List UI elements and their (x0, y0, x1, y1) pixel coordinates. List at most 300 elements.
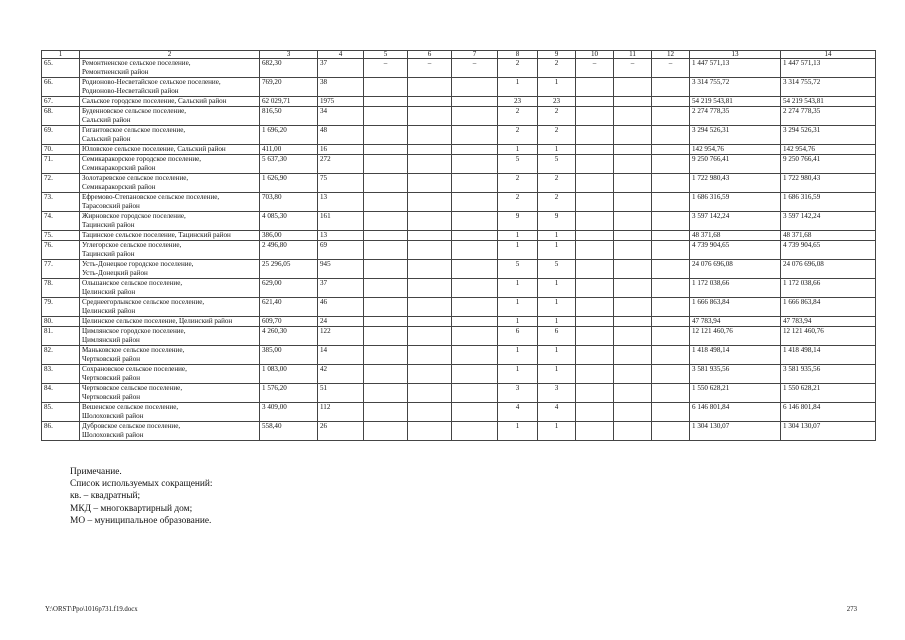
col11-cell (614, 97, 652, 107)
col10-cell (576, 212, 614, 231)
col8-cell: 3 (498, 384, 538, 403)
settlement-name-cell (80, 212, 260, 231)
total-cell: 1 172 038,66 (781, 279, 876, 298)
col12-cell (652, 155, 690, 174)
row-number-cell: 76. (42, 241, 80, 260)
area-cell: 1 576,20 (260, 384, 318, 403)
col5-cell (364, 260, 408, 279)
header-cell: 8 (498, 51, 538, 59)
row-number-cell: 72. (42, 174, 80, 193)
col8-cell: 1 (498, 241, 538, 260)
cost-cell: 1 550 628,21 (690, 384, 781, 403)
settlement-name-line: Шолоховский район (82, 431, 144, 439)
col7-cell (452, 155, 498, 174)
cost-cell: 12 121 460,76 (690, 327, 781, 346)
col7-cell (452, 231, 498, 241)
total-cell: 9 250 766,41 (781, 155, 876, 174)
settlement-name-line: Чертковский район (82, 355, 141, 363)
residents-cell: 122 (318, 327, 364, 346)
settlement-name-line: Цимлянское городское поселение, (82, 327, 186, 335)
row-number-cell: 68. (42, 107, 80, 126)
col11-cell (614, 298, 652, 317)
settlement-name-line: Родионово-Несветайский район (82, 87, 179, 95)
col10-cell (576, 174, 614, 193)
cost-cell: 2 274 778,35 (690, 107, 781, 126)
settlement-name-cell (80, 78, 260, 97)
row-number-cell: 70. (42, 145, 80, 155)
settlement-name-cell (80, 260, 260, 279)
header-cell: 5 (364, 51, 408, 59)
col5-cell (364, 317, 408, 327)
col7-cell (452, 174, 498, 193)
col10-cell (576, 403, 614, 422)
cost-cell: 142 954,76 (690, 145, 781, 155)
settlement-name-line: Семикаракорский район (82, 164, 156, 172)
col9-cell: 1 (538, 78, 576, 97)
header-cell: 9 (538, 51, 576, 59)
col5-cell (364, 327, 408, 346)
col5-cell (364, 298, 408, 317)
col6-cell (408, 298, 452, 317)
settlement-name-line: Вешенское сельское поселение, (82, 403, 179, 411)
settlement-name-cell (80, 298, 260, 317)
total-cell: 1 304 130,07 (781, 422, 876, 441)
settlement-name-cell (80, 403, 260, 422)
col5-cell (364, 231, 408, 241)
settlement-name-line: Золотаревское сельское поселение, (82, 174, 189, 182)
col10-cell (576, 97, 614, 107)
col7-cell (452, 346, 498, 365)
col6-cell (408, 126, 452, 145)
col9-cell: 2 (538, 126, 576, 145)
col11-cell (614, 155, 652, 174)
residents-cell: 13 (318, 193, 364, 212)
col5-cell (364, 384, 408, 403)
col11-cell (614, 346, 652, 365)
total-cell: 47 783,94 (781, 317, 876, 327)
col11-cell (614, 193, 652, 212)
col12-cell (652, 365, 690, 384)
col12-cell (652, 231, 690, 241)
settlement-name-line: Усть-Донецкое городское поселение, (82, 260, 194, 268)
col11-cell (614, 241, 652, 260)
header-cell: 14 (781, 51, 876, 59)
total-cell: 1 550 628,21 (781, 384, 876, 403)
row-number-cell: 69. (42, 126, 80, 145)
col7-cell (452, 317, 498, 327)
settlement-name-line: Цимлянский район (82, 336, 140, 344)
col8-cell: 1 (498, 346, 538, 365)
row-number-cell: 80. (42, 317, 80, 327)
area-cell: 1 696,20 (260, 126, 318, 145)
area-cell: 4 260,30 (260, 327, 318, 346)
col9-cell: 3 (538, 384, 576, 403)
col8-cell: 4 (498, 403, 538, 422)
settlement-name-cell (80, 193, 260, 212)
settlement-name-cell (80, 97, 260, 107)
residents-cell: 34 (318, 107, 364, 126)
col5-cell (364, 107, 408, 126)
col6-cell (408, 365, 452, 384)
col12-cell (652, 298, 690, 317)
col12-cell (652, 422, 690, 441)
col6-cell (408, 174, 452, 193)
col7-cell (452, 260, 498, 279)
col7-cell (452, 298, 498, 317)
col8-cell: 1 (498, 317, 538, 327)
area-cell: 2 496,80 (260, 241, 318, 260)
col7-cell (452, 422, 498, 441)
col6-cell (408, 279, 452, 298)
col9-cell: 1 (538, 346, 576, 365)
settlement-name-line: Чертковское сельское поселение, (82, 384, 183, 392)
table-row (42, 298, 876, 317)
settlement-name-line: Чертковский район (82, 374, 141, 382)
settlement-name-line: Семикаракорский район (82, 183, 156, 191)
col8-cell: 9 (498, 212, 538, 231)
col10-cell (576, 241, 614, 260)
area-cell: 629,00 (260, 279, 318, 298)
table-row (42, 145, 876, 155)
residents-cell: 51 (318, 384, 364, 403)
cost-cell: 1 304 130,07 (690, 422, 781, 441)
settlement-name-cell (80, 422, 260, 441)
col5-cell (364, 422, 408, 441)
row-number-cell: 73. (42, 193, 80, 212)
settlement-name-line: Шолоховский район (82, 412, 144, 420)
table-row (42, 279, 876, 298)
area-cell: 558,40 (260, 422, 318, 441)
col10-cell (576, 384, 614, 403)
col9-cell: 1 (538, 231, 576, 241)
col11-cell (614, 107, 652, 126)
cost-cell: 3 294 526,31 (690, 126, 781, 145)
col12-cell (652, 260, 690, 279)
total-cell: 1 418 498,14 (781, 346, 876, 365)
col12-cell (652, 174, 690, 193)
area-cell: 25 296,05 (260, 260, 318, 279)
col9-cell: 1 (538, 365, 576, 384)
residents-cell: 112 (318, 403, 364, 422)
table-row (42, 403, 876, 422)
col5-cell (364, 279, 408, 298)
col9-cell: 9 (538, 212, 576, 231)
col9-cell: 23 (538, 97, 576, 107)
residents-cell: 161 (318, 212, 364, 231)
cost-cell: 3 597 142,24 (690, 212, 781, 231)
row-number-cell: 85. (42, 403, 80, 422)
settlement-name-line: Усть-Донецкий район (82, 269, 148, 277)
settlement-name-cell (80, 145, 260, 155)
residents-cell: 272 (318, 155, 364, 174)
header-row (42, 51, 876, 59)
settlement-name-line: Семикаракорское городское поселение, (82, 155, 202, 163)
area-cell: 411,00 (260, 145, 318, 155)
settlement-name-line: Тацинский район (82, 250, 135, 258)
col5-cell (364, 346, 408, 365)
table-row (42, 126, 876, 145)
header-cell: 12 (652, 51, 690, 59)
total-cell: 142 954,76 (781, 145, 876, 155)
total-cell: 48 371,68 (781, 231, 876, 241)
total-cell: 3 314 755,72 (781, 78, 876, 97)
residents-cell: 945 (318, 260, 364, 279)
table-row (42, 107, 876, 126)
settlement-name-line: Буденновское сельское поселение, (82, 107, 187, 115)
total-cell: 3 294 526,31 (781, 126, 876, 145)
col5-cell: – (364, 59, 408, 78)
col8-cell: 1 (498, 422, 538, 441)
col7-cell (452, 212, 498, 231)
col6-cell (408, 422, 452, 441)
cost-cell: 24 076 696,08 (690, 260, 781, 279)
col11-cell (614, 327, 652, 346)
settlement-name-cell (80, 279, 260, 298)
header-cell: 13 (690, 51, 781, 59)
settlement-name-cell (80, 155, 260, 174)
col12-cell (652, 212, 690, 231)
row-number-cell: 77. (42, 260, 80, 279)
residents-cell: 24 (318, 317, 364, 327)
col11-cell (614, 231, 652, 241)
settlement-name-cell (80, 327, 260, 346)
settlement-name-line: Родионово-Несветайское сельское поселение, (82, 78, 221, 86)
col5-cell (364, 212, 408, 231)
col12-cell (652, 126, 690, 145)
cost-cell: 3 581 935,56 (690, 365, 781, 384)
residents-cell: 37 (318, 279, 364, 298)
settlement-name-line: Целинское сельское поселение, Целинский район (82, 317, 233, 325)
settlement-name-cell (80, 317, 260, 327)
col10-cell (576, 260, 614, 279)
row-number-cell: 79. (42, 298, 80, 317)
col10-cell (576, 231, 614, 241)
col8-cell: 1 (498, 298, 538, 317)
table-row (42, 317, 876, 327)
col10-cell (576, 327, 614, 346)
residents-cell: 42 (318, 365, 364, 384)
cost-cell: 54 219 543,81 (690, 97, 781, 107)
col5-cell (364, 193, 408, 212)
col5-cell (364, 155, 408, 174)
cost-cell: 1 686 316,59 (690, 193, 781, 212)
col10-cell (576, 78, 614, 97)
col5-cell (364, 403, 408, 422)
col8-cell: 2 (498, 126, 538, 145)
cost-cell: 9 250 766,41 (690, 155, 781, 174)
cost-cell: 1 418 498,14 (690, 346, 781, 365)
col6-cell (408, 231, 452, 241)
col7-cell: – (452, 59, 498, 78)
col6-cell (408, 107, 452, 126)
area-cell: 609,70 (260, 317, 318, 327)
area-cell: 682,30 (260, 59, 318, 78)
col9-cell: 1 (538, 279, 576, 298)
col12-cell (652, 346, 690, 365)
settlement-name-line: Ремонтненское сельское поселение, (82, 59, 191, 67)
col9-cell: 2 (538, 174, 576, 193)
table-row (42, 59, 876, 78)
col5-cell (364, 174, 408, 193)
row-number-cell: 74. (42, 212, 80, 231)
col6-cell (408, 155, 452, 174)
col11-cell (614, 145, 652, 155)
total-cell: 4 739 904,65 (781, 241, 876, 260)
col10-cell (576, 298, 614, 317)
settlement-name-line: Сальский район (82, 135, 131, 143)
area-cell: 769,20 (260, 78, 318, 97)
col5-cell (364, 78, 408, 97)
col7-cell (452, 193, 498, 212)
col9-cell: 1 (538, 422, 576, 441)
settlement-name-line: Тацинский район (82, 221, 135, 229)
table-row (42, 422, 876, 441)
col12-cell (652, 78, 690, 97)
area-cell: 1 626,90 (260, 174, 318, 193)
col9-cell: 5 (538, 260, 576, 279)
col10-cell (576, 155, 614, 174)
col9-cell: 5 (538, 155, 576, 174)
col7-cell (452, 279, 498, 298)
register-table (41, 50, 876, 441)
col7-cell (452, 126, 498, 145)
col10-cell (576, 365, 614, 384)
residents-cell: 38 (318, 78, 364, 97)
col10-cell (576, 279, 614, 298)
col12-cell (652, 145, 690, 155)
col12-cell (652, 384, 690, 403)
row-number-cell: 78. (42, 279, 80, 298)
settlement-name-line: Целинский район (82, 307, 136, 315)
row-number-cell: 83. (42, 365, 80, 384)
col11-cell (614, 403, 652, 422)
col6-cell (408, 193, 452, 212)
settlement-name-line: Жирновское городское поселение, (82, 212, 186, 220)
settlement-name-line: Ремонтненский район (82, 68, 149, 76)
col11-cell (614, 384, 652, 403)
col10-cell (576, 145, 614, 155)
col9-cell: 1 (538, 317, 576, 327)
row-number-cell: 81. (42, 327, 80, 346)
col12-cell (652, 193, 690, 212)
settlement-name-line: Тацинское сельское поселение, Тацинский район (82, 231, 231, 239)
note-line: МО – муниципальное образование. (70, 515, 212, 526)
total-cell: 3 597 142,24 (781, 212, 876, 231)
residents-cell: 1975 (318, 97, 364, 107)
cost-cell: 48 371,68 (690, 231, 781, 241)
col11-cell (614, 212, 652, 231)
total-cell: 3 581 935,56 (781, 365, 876, 384)
col6-cell (408, 403, 452, 422)
footer-page-number: 273 (846, 606, 857, 613)
col11-cell (614, 365, 652, 384)
residents-cell: 46 (318, 298, 364, 317)
table-row (42, 193, 876, 212)
col8-cell: 2 (498, 174, 538, 193)
col7-cell (452, 365, 498, 384)
settlement-name-line: Сальское городское поселение, Сальский район (82, 97, 227, 105)
row-number-cell: 75. (42, 231, 80, 241)
col12-cell (652, 279, 690, 298)
col10-cell: – (576, 59, 614, 78)
note-line: Список используемых сокращений: (70, 479, 213, 490)
table-row (42, 212, 876, 231)
col8-cell: 23 (498, 97, 538, 107)
residents-cell: 26 (318, 422, 364, 441)
table-row (42, 365, 876, 384)
col10-cell (576, 422, 614, 441)
settlement-name-line: Дубровское сельское поселение, (82, 422, 181, 430)
header-cell: 10 (576, 51, 614, 59)
col10-cell (576, 126, 614, 145)
total-cell: 1 666 863,84 (781, 298, 876, 317)
area-cell: 385,00 (260, 346, 318, 365)
table-row (42, 78, 876, 97)
col8-cell: 6 (498, 327, 538, 346)
col12-cell (652, 317, 690, 327)
col12-cell (652, 327, 690, 346)
cost-cell: 1 447 571,13 (690, 59, 781, 78)
col6-cell (408, 327, 452, 346)
col11-cell (614, 126, 652, 145)
col11-cell: – (614, 59, 652, 78)
header-cell: 1 (42, 51, 80, 59)
col11-cell (614, 279, 652, 298)
total-cell: 12 121 460,76 (781, 327, 876, 346)
settlement-name-cell (80, 384, 260, 403)
table-row (42, 97, 876, 107)
total-cell: 6 146 801,84 (781, 403, 876, 422)
col5-cell (364, 365, 408, 384)
cost-cell: 3 314 755,72 (690, 78, 781, 97)
row-number-cell: 71. (42, 155, 80, 174)
col11-cell (614, 174, 652, 193)
residents-cell: 37 (318, 59, 364, 78)
note-line: Примечание. (70, 467, 122, 477)
row-number-cell: 65. (42, 59, 80, 78)
col5-cell (364, 126, 408, 145)
col8-cell: 2 (498, 107, 538, 126)
residents-cell: 69 (318, 241, 364, 260)
total-cell: 1 686 316,59 (781, 193, 876, 212)
settlement-name-line: Юловское сельское поселение, Сальский район (82, 145, 226, 153)
settlement-name-line: Маньковское сельское поселение, (82, 346, 185, 354)
cost-cell: 6 146 801,84 (690, 403, 781, 422)
col6-cell (408, 346, 452, 365)
col12-cell (652, 107, 690, 126)
col7-cell (452, 145, 498, 155)
col6-cell (408, 78, 452, 97)
note-line: МКД – многоквартирный дом; (70, 503, 193, 514)
note-line: кв. – квадратный; (70, 491, 141, 502)
table-row (42, 327, 876, 346)
col10-cell (576, 317, 614, 327)
total-cell: 2 274 778,35 (781, 107, 876, 126)
total-cell: 1 447 571,13 (781, 59, 876, 78)
area-cell: 3 409,00 (260, 403, 318, 422)
area-cell: 621,40 (260, 298, 318, 317)
col7-cell (452, 107, 498, 126)
col11-cell (614, 317, 652, 327)
table-row (42, 174, 876, 193)
row-number-cell: 84. (42, 384, 80, 403)
col6-cell: – (408, 59, 452, 78)
col9-cell: 2 (538, 59, 576, 78)
area-cell: 62 029,71 (260, 97, 318, 107)
col6-cell (408, 241, 452, 260)
table-row (42, 384, 876, 403)
settlement-name-cell (80, 241, 260, 260)
